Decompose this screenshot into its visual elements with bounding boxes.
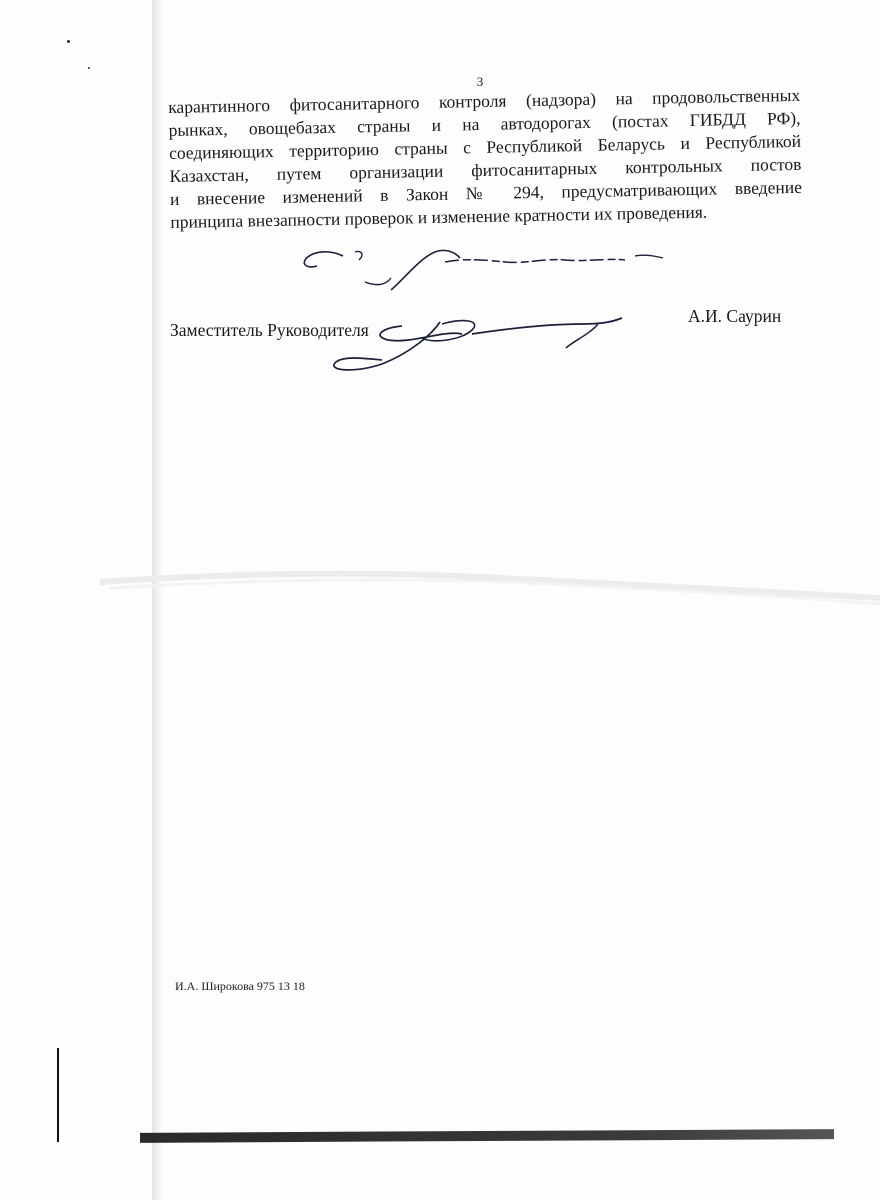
body-paragraph <box>168 84 803 234</box>
scan-speck <box>88 67 90 69</box>
handwritten-signature <box>322 308 642 378</box>
scan-fold-shadow <box>152 0 162 1200</box>
scan-edge-mark <box>57 1048 59 1142</box>
body-line: карантинного фитосанитарного контроля (надзора) на продовольственных <box>168 84 801 117</box>
body-line: соединяющих территорию страны с Республикой Беларусь и Республикой <box>168 130 802 163</box>
handwritten-initials <box>295 238 675 298</box>
body-line: Казахстан, путем организации фитосанитарных контрольных постов <box>169 153 802 186</box>
body-line: рынках, овощебазах страны и на автодорогах (постах ГИБДД РФ), <box>168 107 801 140</box>
body-line: и внесение изменений в Закон № 294, предусматривающих введение <box>169 176 803 209</box>
signer-position: Заместитель Руководителя <box>170 320 369 340</box>
scan-bottom-bar <box>140 1129 834 1143</box>
executor-contact: И.А. Широкова 975 13 18 <box>175 979 305 993</box>
paper-crease <box>100 560 880 620</box>
signer-name: А.И. Саурин <box>688 306 782 326</box>
scan-speck <box>67 40 70 43</box>
body-line: принципа внезапности проверок и изменение кратности их проведения. <box>170 201 708 232</box>
page-number: 3 <box>476 74 484 89</box>
